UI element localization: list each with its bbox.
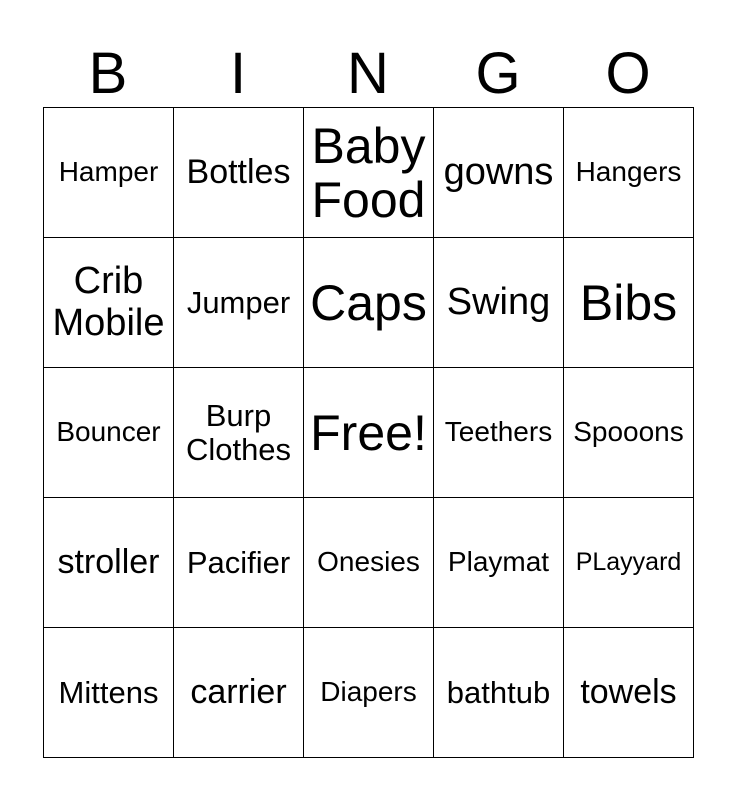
bingo-cell[interactable]: Pacifier — [174, 498, 304, 628]
bingo-cell[interactable]: towels — [564, 628, 694, 758]
bingo-cell[interactable]: bathtub — [434, 628, 564, 758]
bingo-cell[interactable]: Playmat — [434, 498, 564, 628]
bingo-cell[interactable]: Spooons — [564, 368, 694, 498]
bingo-cell[interactable]: Burp Clothes — [174, 368, 304, 498]
bingo-cell[interactable]: Hangers — [564, 108, 694, 238]
bingo-cell[interactable]: Teethers — [434, 368, 564, 498]
header-letter-i: I — [229, 41, 247, 106]
header-letter-n: N — [347, 41, 389, 106]
bingo-cell[interactable]: Hamper — [44, 108, 174, 238]
bingo-cell[interactable]: Caps — [304, 238, 434, 368]
bingo-cell[interactable]: Crib Mobile — [44, 238, 174, 368]
bingo-cell[interactable]: Baby Food — [304, 108, 434, 238]
bingo-cell[interactable]: PLayyard — [564, 498, 694, 628]
bingo-cell[interactable]: Mittens — [44, 628, 174, 758]
bingo-cell[interactable]: stroller — [44, 498, 174, 628]
bingo-cell[interactable]: Diapers — [304, 628, 434, 758]
bingo-cell[interactable]: Swing — [434, 238, 564, 368]
header-letter-g: G — [475, 41, 521, 106]
header-letter-o: O — [605, 41, 651, 106]
header-letter-b: B — [88, 41, 128, 106]
bingo-cell[interactable]: Bouncer — [44, 368, 174, 498]
bingo-cell[interactable]: Bibs — [564, 238, 694, 368]
bingo-grid — [43, 107, 694, 758]
bingo-cell[interactable]: carrier — [174, 628, 304, 758]
bingo-cell[interactable]: Jumper — [174, 238, 304, 368]
bingo-cell[interactable]: Onesies — [304, 498, 434, 628]
bingo-header — [43, 40, 693, 108]
free-space-cell[interactable]: Free! — [304, 368, 434, 498]
bingo-cell[interactable]: Bottles — [174, 108, 304, 238]
bingo-cell[interactable]: gowns — [434, 108, 564, 238]
